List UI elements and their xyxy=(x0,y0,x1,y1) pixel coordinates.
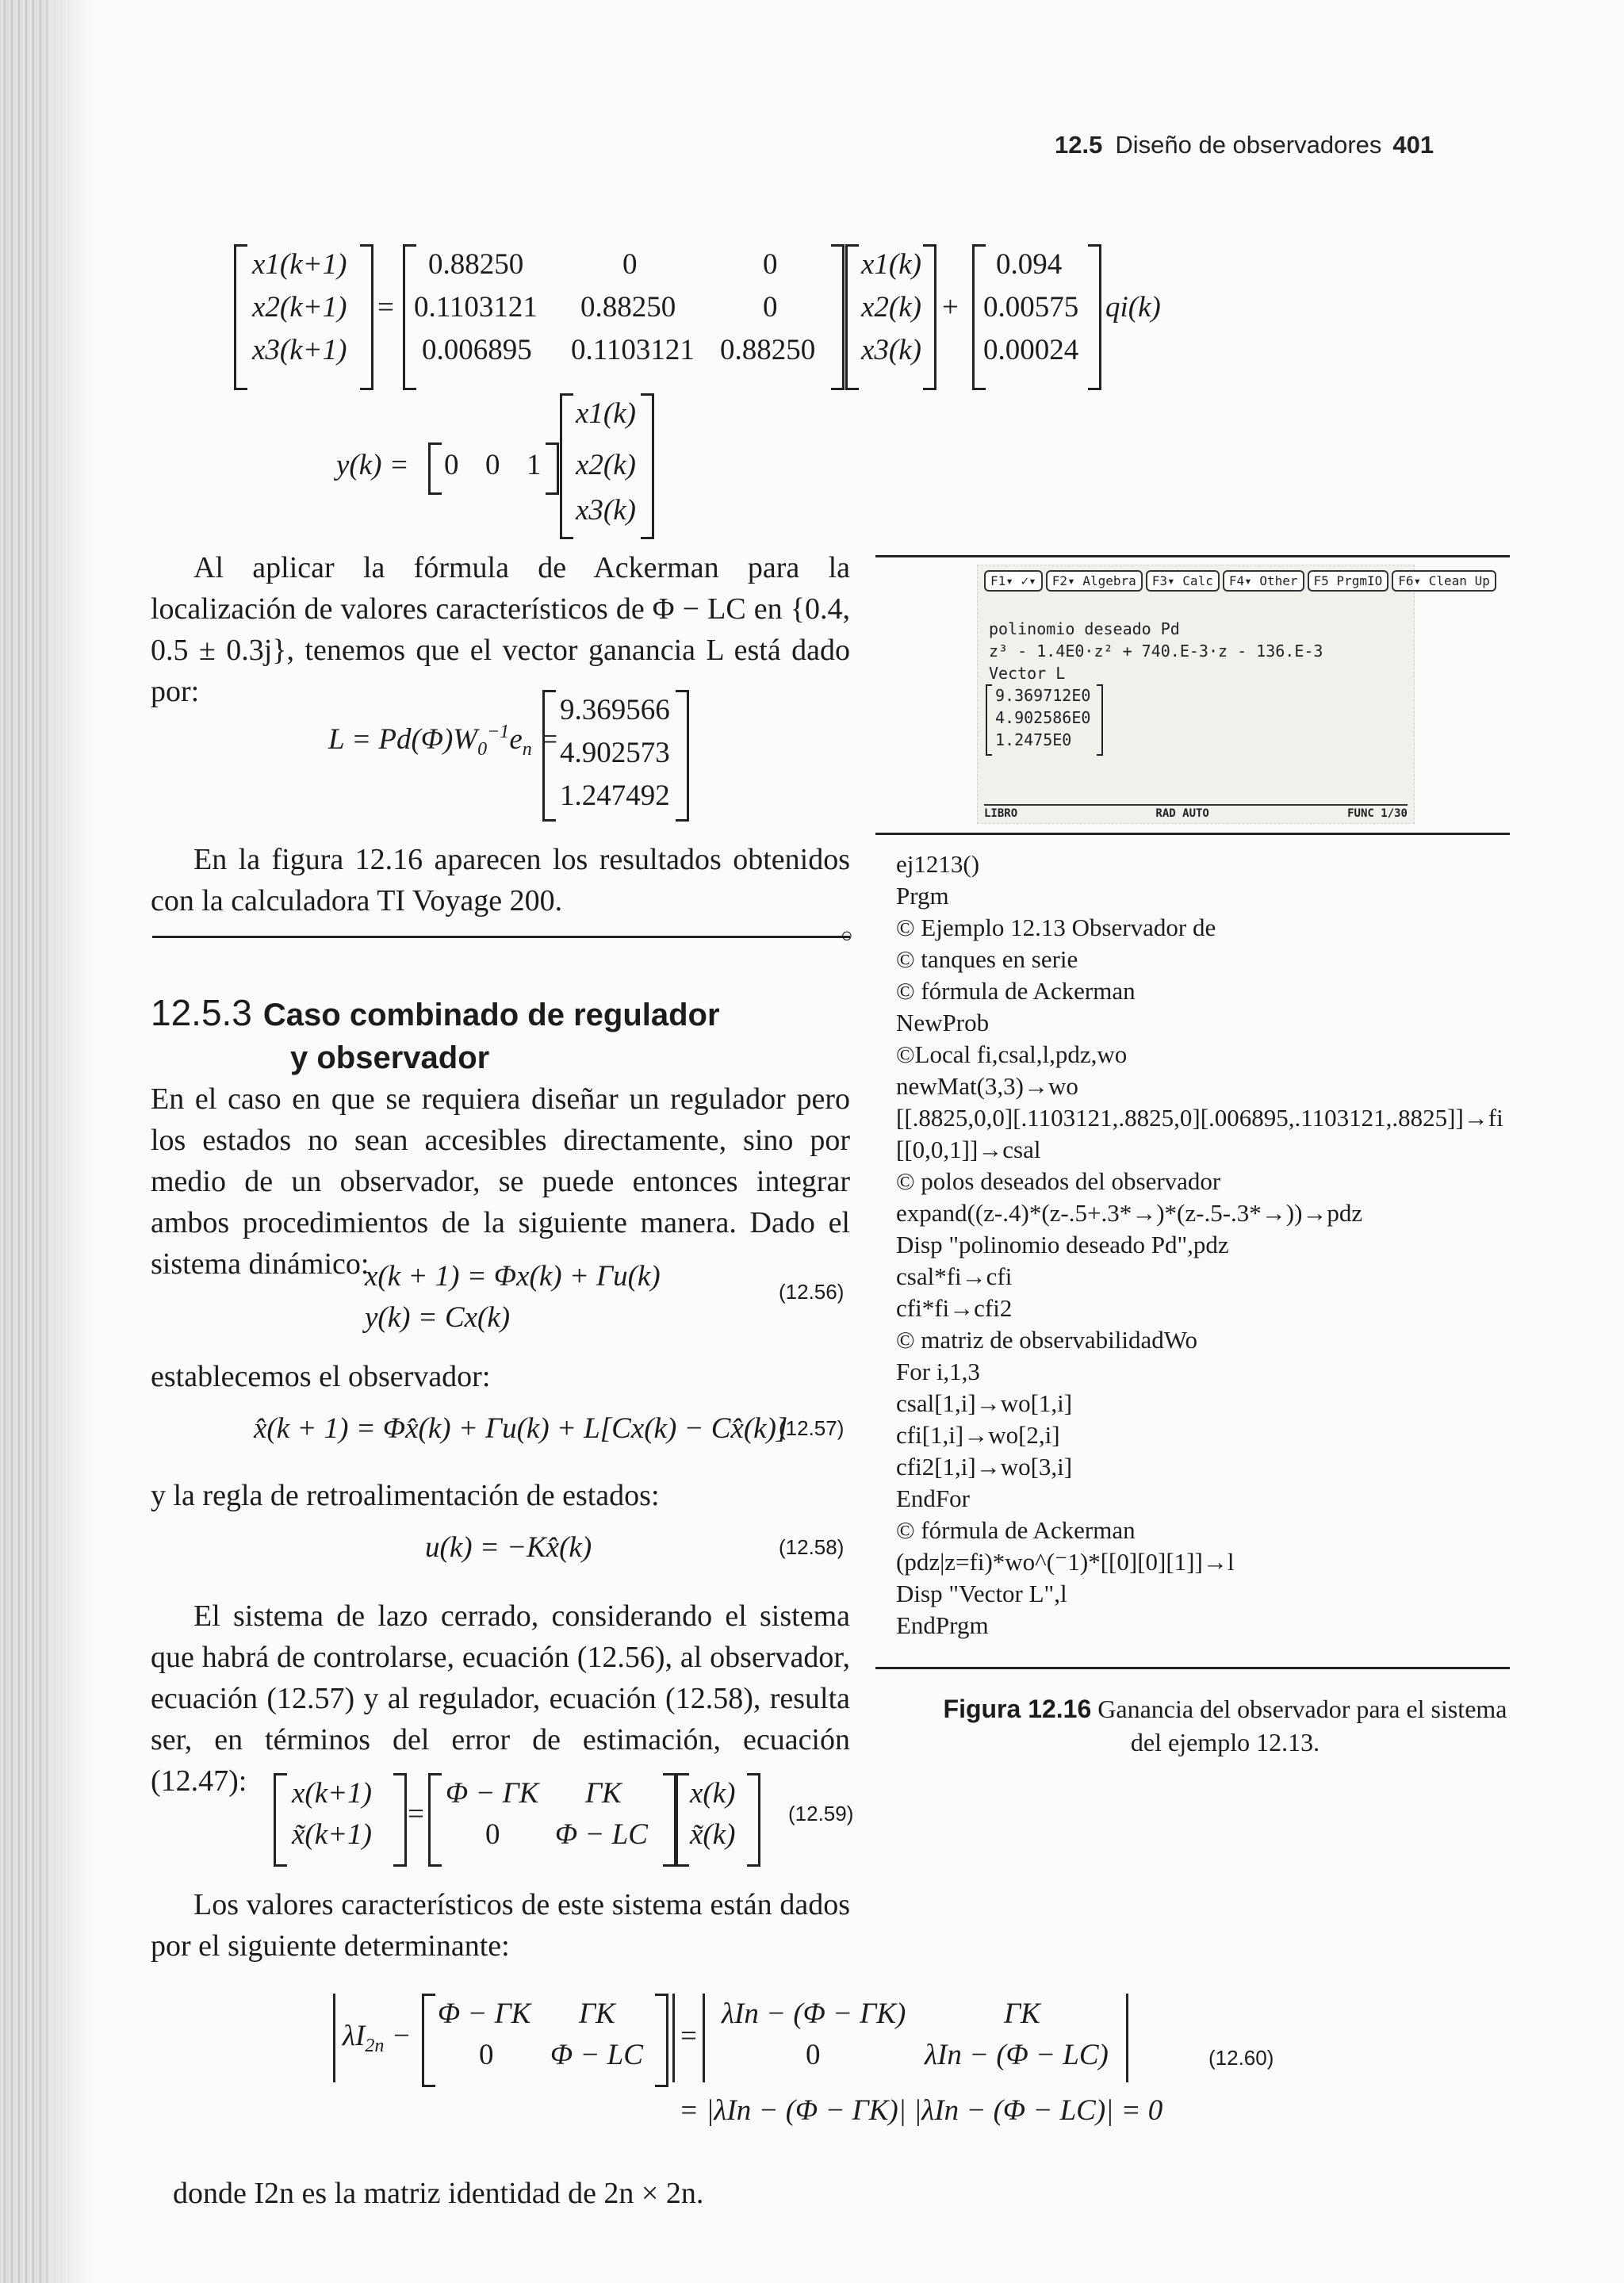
calc-toolbar xyxy=(978,565,1490,596)
program-line: ej1213() xyxy=(896,850,980,878)
gamma-3: 0.00024 xyxy=(983,334,1079,366)
gain-2: 4.902573 xyxy=(560,737,670,769)
figure-label: Figura 12.16 xyxy=(943,1695,1092,1723)
gain-3: 1.247492 xyxy=(560,780,670,812)
program-line: © tanques en serie xyxy=(896,945,1078,973)
scan-shadow xyxy=(0,0,95,2283)
paragraph-closed-loop: El sistema de lazo cerrado, considerando el sistema que habrá de controlarse, ecuación (12.56), al observador, ecuación (12.57) y al regulador, ecuación (12.58), resulta ser, en términos del error de estimación, ecuación (12.47): xyxy=(151,1599,850,1798)
eq59-rhs-1: x(k) xyxy=(690,1777,736,1810)
eq60-lhs: $\lambda I_{2n}$ − xyxy=(343,2020,412,2056)
phi-12: 0 xyxy=(622,248,638,281)
calc-tool-f1[interactable]: F1▾ ✓▾ xyxy=(984,570,1043,592)
figure-top-rule xyxy=(875,555,1510,557)
gamma-1: 0.094 xyxy=(996,248,1063,281)
paragraph-identity: donde I2n es la matriz identidad de 2n × 2n. xyxy=(173,2177,704,2210)
paragraph-eigen: Los valores característicos de este sistema están dados por el siguiente determinante: xyxy=(151,1888,850,1963)
figure-mid-rule xyxy=(875,833,1510,835)
program-line: csal[1,i]→wo[1,i] xyxy=(896,1389,1073,1417)
calc-tool-f6[interactable]: F6▾ Clean Up xyxy=(1392,570,1496,592)
eq59-rhs-2: x̃(k) xyxy=(690,1818,736,1851)
calc-tool-f5[interactable]: F5 PrgmIO xyxy=(1308,570,1389,592)
eq60-sub: 2n xyxy=(365,2036,385,2056)
figure-caption-text: Ganancia del observador para el sistema del ejemplo 12.13. xyxy=(1097,1695,1507,1756)
header-title: Diseño de observadores xyxy=(1115,131,1382,159)
calc-line-2: z³ - 1.4E0·z² + 740.E-3·z - 136.E-3 xyxy=(989,642,1323,661)
gain-lhs: $L = Pd(\Phi)W_0^{-1}e_n$ = xyxy=(328,722,559,760)
x3k: x3(k) xyxy=(861,334,921,366)
program-line: expand((z-.4)*(z-.5+.3*→)*(z-.5-.3*→))→pdz xyxy=(896,1199,1363,1227)
program-line: © fórmula de Ackerman xyxy=(896,977,1136,1005)
eq60-m21: 0 xyxy=(479,2039,494,2071)
example-end-rule xyxy=(152,936,850,938)
c-3: 1 xyxy=(527,449,542,481)
program-line: EndPrgm xyxy=(896,1611,989,1639)
program-line: © Ejemplo 12.13 Observador de xyxy=(896,914,1216,941)
input-qi: qi(k) xyxy=(1105,291,1161,324)
eq57: x̂(k + 1) = Φx̂(k) + Γu(k) + L[Cx(k) − Cx̂(k)] xyxy=(254,1412,788,1445)
calc-status-2: RAD AUTO xyxy=(1155,807,1209,820)
section-heading xyxy=(151,991,848,1079)
program-line: Disp "Vector L",l xyxy=(896,1580,1067,1607)
calc-line-1: polinomio deseado Pd xyxy=(989,619,1180,638)
c-1: 0 xyxy=(444,449,459,481)
paragraph-ackerman: Al aplicar la fórmula de Ackerman para la localización de valores característicos de Φ − LC en {0.4, 0.5 ± 0.3j}, tenemos que el vector ganancia L está dado por: xyxy=(151,551,850,708)
paragraph-figure-ref: En la figura 12.16 aparecen los resultados obtenidos con la calculadora TI Voyage 200. xyxy=(151,843,850,917)
lhs-x1: x1(k+1) xyxy=(252,248,347,281)
phi-31: 0.006895 xyxy=(422,334,532,366)
gamma-2: 0.00575 xyxy=(983,291,1079,324)
eq59-lhs-1: x(k+1) xyxy=(292,1777,372,1810)
phi-22: 0.88250 xyxy=(580,291,676,324)
program-line: ©Local fi,csal,l,pdz,wo xyxy=(896,1040,1128,1068)
eq60-number: (12.60) xyxy=(1208,2046,1274,2070)
x1k: x1(k) xyxy=(861,248,921,281)
program-line: (pdz|z=fi)*wo^(⁻1)*[[0][0][1]]→l xyxy=(896,1548,1235,1576)
out-x2: x2(k) xyxy=(576,449,636,481)
rule-end-marker: ○ xyxy=(841,924,853,947)
program-line: © polos deseados del observador xyxy=(896,1167,1221,1195)
calc-status-3: FUNC 1/30 xyxy=(1347,807,1408,820)
program-line: newMat(3,3)→wo xyxy=(896,1072,1078,1100)
eq58: u(k) = −Kx̂(k) xyxy=(425,1531,592,1564)
lhs-x2: x2(k+1) xyxy=(252,291,347,324)
program-line: cfi[1,i]→wo[2,i] xyxy=(896,1421,1060,1449)
phi-32: 0.1103121 xyxy=(571,334,695,366)
gain-1: 9.369566 xyxy=(560,694,670,726)
program-line: NewProb xyxy=(896,1009,990,1036)
calc-status-1: LIBRO xyxy=(984,807,1018,820)
phi-23: 0 xyxy=(763,291,778,324)
calc-vec-3: 1.2475E0 xyxy=(995,730,1072,749)
eq56-line1: x(k + 1) = Φx(k) + Γu(k) xyxy=(365,1260,661,1293)
program-line: cfi*fi→cfi2 xyxy=(896,1294,1013,1322)
section-number: 12.5.3 xyxy=(151,992,252,1033)
program-listing xyxy=(896,848,1503,1641)
eq60-m11: Φ − ΓK xyxy=(438,1998,531,2030)
eq60-d11: λIn − (Φ − ΓK) xyxy=(722,1998,906,2030)
header-section: 12.5 xyxy=(1055,131,1103,159)
phi-21: 0.1103121 xyxy=(414,291,538,324)
eq59-m12: ΓK xyxy=(585,1777,622,1810)
program-line: cfi2[1,i]→wo[3,i] xyxy=(896,1453,1073,1481)
eq58-number: (12.58) xyxy=(779,1535,845,1559)
eq59-number: (12.59) xyxy=(788,1802,854,1825)
eq60-d21: 0 xyxy=(806,2039,821,2071)
program-line: EndFor xyxy=(896,1484,970,1512)
calc-tool-f2[interactable]: F2▾ Algebra xyxy=(1046,570,1143,592)
eq60-lambda: λI xyxy=(343,2020,366,2052)
page-number: 401 xyxy=(1392,131,1434,159)
lhs-x3: x3(k+1) xyxy=(252,334,347,366)
eq60-m22: Φ − LC xyxy=(550,2039,643,2071)
phi-11: 0.88250 xyxy=(428,248,524,281)
eq59-m11: Φ − ΓK xyxy=(446,1777,539,1810)
x2k: x2(k) xyxy=(861,291,921,324)
program-line: © matriz de observabilidadWo xyxy=(896,1326,1198,1354)
eq60-m12: ΓK xyxy=(579,1998,615,2030)
eq56-number: (12.56) xyxy=(779,1280,845,1304)
out-x3: x3(k) xyxy=(576,494,636,527)
eq56-line2: y(k) = Cx(k) xyxy=(365,1301,511,1334)
eq59-m21: 0 xyxy=(485,1818,500,1851)
y-lhs: y(k) = xyxy=(336,449,409,481)
section-title-2: y observador xyxy=(290,1040,490,1075)
program-line: © fórmula de Ackerman xyxy=(896,1516,1136,1544)
phi-33: 0.88250 xyxy=(720,334,816,366)
paragraph-feedback: y la regla de retroalimentación de estados: xyxy=(151,1479,660,1512)
phi-13: 0 xyxy=(763,248,778,281)
gain-lhs-text: L = Pd(Φ)W xyxy=(328,723,478,756)
calc-vec-2: 4.902586E0 xyxy=(995,708,1091,727)
program-line: Disp "polinomio deseado Pd",pdz xyxy=(896,1231,1229,1258)
out-x1: x1(k) xyxy=(576,397,636,430)
section-title-1: Caso combinado de regulador xyxy=(262,998,720,1032)
c-2: 0 xyxy=(485,449,500,481)
program-line: [[.8825,0,0][.1103121,.8825,0][.006895,.1103121,.8825]]→fi xyxy=(896,1104,1503,1132)
calc-tool-f4[interactable]: F4▾ Other xyxy=(1223,570,1304,592)
figure-bottom-rule xyxy=(875,1667,1510,1669)
eq60-d22: λIn − (Φ − LC) xyxy=(925,2039,1109,2071)
program-line: csal*fi→cfi xyxy=(896,1262,1013,1290)
figure-caption xyxy=(940,1692,1511,1759)
calculator-screen xyxy=(977,565,1490,824)
eq59-m22: Φ − LC xyxy=(555,1818,648,1851)
calc-line-3: Vector L xyxy=(989,664,1066,683)
paragraph-intro: En el caso en que se requiera diseñar un regulador pero los estados no sean accesibles directamente, sino por medio de un observador, se puede entonces integrar ambos procedimientos de la siguiente manera. Dado el sistema dinámico: xyxy=(151,1082,850,1281)
eq60-d12: ΓK xyxy=(1004,1998,1040,2030)
eq57-number: (12.57) xyxy=(779,1416,845,1440)
calc-vec-1: 9.369712E0 xyxy=(995,686,1091,705)
paragraph-observer: establecemos el observador: xyxy=(151,1360,491,1393)
program-line: Prgm xyxy=(896,882,949,910)
eq59-lhs-2: x̃(k+1) xyxy=(292,1818,372,1851)
running-header xyxy=(1055,131,1434,159)
eq60-line2: = |λIn − (Φ − ΓK)| |λIn − (Φ − LC)| = 0 xyxy=(679,2094,1163,2127)
program-line: [[0,0,1]]→csal xyxy=(896,1136,1041,1163)
calc-tool-f3[interactable]: F3▾ Calc xyxy=(1146,570,1220,592)
calc-status-bar xyxy=(984,804,1408,820)
program-line: For i,1,3 xyxy=(896,1358,980,1385)
